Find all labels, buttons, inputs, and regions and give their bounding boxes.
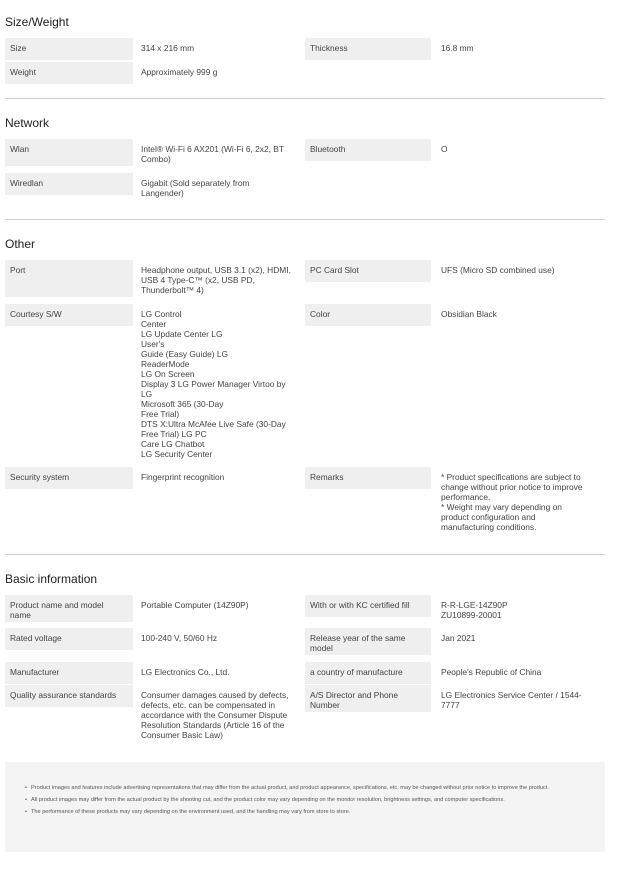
wlan-value: Intel® Wi-Fi 6 AX201 (Wi-Fi 6, 2x2, BT Combo) <box>141 144 284 164</box>
rated-voltage-label: Rated voltage <box>5 628 133 650</box>
thickness-label: Thickness <box>305 38 431 60</box>
color-label: Color <box>305 304 431 326</box>
disclaimer-box <box>5 762 605 852</box>
quality-assurance-value: Consumer damages caused by defects, defects, etc. can be compensated in accordance with the Consumer Dispute Resolution Standards (Article 16 of the Consumer Basic Law) <box>141 690 289 740</box>
section-divider <box>5 554 605 555</box>
bluetooth-label: Bluetooth <box>305 139 431 161</box>
kc-certified-label: With or with KC certified fill <box>305 595 431 617</box>
disclaimer-list <box>25 782 591 818</box>
product-name-value: Portable Computer (14Z90P) <box>141 600 249 610</box>
country-of-manufacture-label: a country of manufacture <box>305 662 431 684</box>
manufacturer-label: Manufacturer <box>5 662 133 684</box>
bluetooth-value: O <box>441 144 448 154</box>
port-label: Port <box>5 260 133 297</box>
remarks-value: * Product specifications are subject to change without prior notice to improve performance. * Weight may vary depending on product configuration and manufacturing conditions. <box>441 472 583 532</box>
disclaimer-item: • All product images may differ from the actual product by the shooting cut, and the product color may vary depending on the monitor resolution, brightness settings, and computer specifications. <box>25 794 591 806</box>
section-divider <box>5 219 605 220</box>
thickness-value: 16.8 mm <box>441 43 474 53</box>
security-system-value: Fingerprint recognition <box>141 472 225 482</box>
pc-card-slot-label: PC Card Slot <box>305 260 431 282</box>
remarks-label: Remarks <box>305 467 431 489</box>
security-system-label: Security system <box>5 467 133 489</box>
port-value: Headphone output, USB 3.1 (x2), HDMI, USB 4 Type-C™ (x2, USB PD, Thunderbolt™ 4) <box>141 265 291 295</box>
size-value: 314 x 216 mm <box>141 43 195 53</box>
section-divider <box>5 98 605 99</box>
kc-certified-value: R-R-LGE-14Z90P ZU10899-20001 <box>441 600 508 620</box>
wlan-label: Wlan <box>5 139 133 166</box>
rated-voltage-value: 100-240 V, 50/60 Hz <box>141 633 218 643</box>
size-label: Size <box>5 38 133 60</box>
section-title-size-weight: Size/Weight <box>5 15 69 29</box>
pc-card-slot-value: UFS (Micro SD combined use) <box>441 265 555 275</box>
courtesy-sw-label: Courtesy S/W <box>5 304 133 326</box>
section-title-network: Network <box>5 116 50 130</box>
product-name-label: Product name and model name <box>5 595 133 622</box>
weight-value: Approximately 999 g <box>141 67 218 77</box>
weight-label: Weight <box>5 62 133 84</box>
manufacturer-value: LG Electronics Co., Ltd. <box>141 667 230 677</box>
quality-assurance-label: Quality assurance standards <box>5 685 133 707</box>
country-of-manufacture-value: People's Republic of China <box>441 667 542 677</box>
wiredlan-value: Gigabit (Sold separately from Langender) <box>141 178 250 198</box>
as-director-value: LG Electronics Service Center / 1544- 7777 <box>441 690 582 710</box>
courtesy-sw-value: LG Control Center LG Update Center LG User's Guide (Easy Guide) LG ReaderMode LG On Screen Display 3 LG Power Manager Virtoo by LG Microsoft 365 (30-Day Free Trial) DTS X:Ultra McAfee Live Safe (30-Day Free Trial) LG PC Care LG Chatbot LG Security Center <box>141 309 286 459</box>
section-title-basic-information: Basic information <box>5 572 98 586</box>
release-year-label: Release year of the same model <box>305 628 431 655</box>
disclaimer-item: • The performance of these products may vary depending on the environment used, and the handling may vary from store to store. <box>25 806 591 818</box>
disclaimer-item: • Product images and features include advertising representations that may differ from the actual product, and product appearance, specifications, etc. may be changed without prior notice to improve the product. <box>25 782 591 794</box>
color-value: Obsidian Black <box>441 309 497 319</box>
section-title-other: Other <box>5 237 36 251</box>
release-year-value: Jan 2021 <box>441 633 476 643</box>
as-director-label: A/S Director and Phone Number <box>305 685 431 712</box>
wiredlan-label: Wiredlan <box>5 173 133 195</box>
